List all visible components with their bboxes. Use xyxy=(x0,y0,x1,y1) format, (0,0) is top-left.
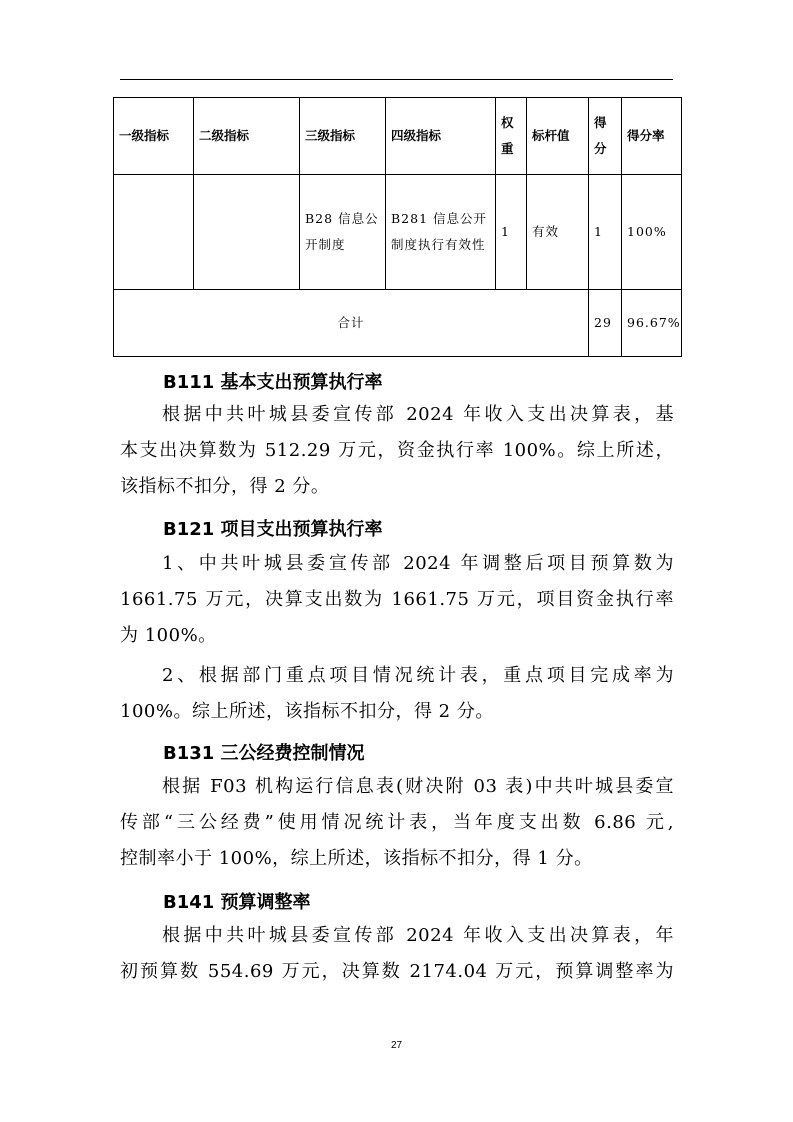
cell-level2 xyxy=(194,175,300,290)
header-rate: 得分率 xyxy=(622,98,682,175)
table-header-row xyxy=(114,98,682,175)
paragraph-line: 本支出决算数为 512.29 万元，资金执行率 100%。综上所述， xyxy=(120,440,674,461)
cell-level4: B281 信息公开制度执行有效性 xyxy=(386,175,496,290)
header-level2: 二级指标 xyxy=(194,98,300,175)
page-number: 27 xyxy=(390,1040,403,1051)
paragraph-line: 传部“三公经费”使用情况统计表，当年度支出数 6.86 元, xyxy=(120,812,674,833)
cell-level3: B28 信息公开制度 xyxy=(300,175,386,290)
paragraph-line: 该指标不扣分，得 2 分。 xyxy=(120,476,330,497)
paragraph-line: 100%。综上所述，该指标不扣分，得 2 分。 xyxy=(120,701,494,722)
cell-rate: 100% xyxy=(622,175,682,290)
paragraph-line: 初预算数 554.69 万元，决算数 2174.04 万元，预算调整率为 xyxy=(120,961,674,982)
cell-level1 xyxy=(114,175,194,290)
section-paragraph xyxy=(120,658,674,730)
paragraph-line: 2、根据部门重点项目情况统计表，重点项目完成率为 xyxy=(162,665,674,686)
cell-benchmark: 有效 xyxy=(527,175,589,290)
header-benchmark: 标杆值 xyxy=(527,98,589,175)
total-score: 29 xyxy=(589,290,622,357)
paragraph-line: 根据中共叶城县委宣传部 2024 年收入支出决算表，基 xyxy=(162,404,674,425)
table-row xyxy=(114,175,682,290)
cell-weight: 1 xyxy=(496,175,527,290)
paragraph-line: 1、中共叶城县委宣传部 2024 年调整后项目预算数为 xyxy=(162,553,674,574)
section-paragraph xyxy=(120,546,674,654)
header-weight: 权重 xyxy=(496,98,527,175)
header-rule xyxy=(120,79,673,80)
section-heading: B141 预算调整率 xyxy=(163,892,311,913)
total-label: 合计 xyxy=(114,290,589,357)
header-level1: 一级指标 xyxy=(114,98,194,175)
paragraph-line: 1661.75 万元，决算支出数为 1661.75 万元，项目资金执行率 xyxy=(120,589,674,610)
paragraph-line: 控制率小于 100%，综上所述，该指标不扣分，得 1 分。 xyxy=(120,848,593,869)
section-paragraph xyxy=(120,769,674,877)
section-heading: B131 三公经费控制情况 xyxy=(163,743,365,764)
header-level3: 三级指标 xyxy=(300,98,386,175)
header-level4: 四级指标 xyxy=(386,98,496,175)
table-total-row xyxy=(114,290,682,357)
section-paragraph xyxy=(120,918,674,990)
paragraph-line: 根据 F03 机构运行信息表(财决附 03 表)中共叶城县委宣 xyxy=(162,776,674,797)
section-heading: B121 项目支出预算执行率 xyxy=(163,519,383,540)
section-heading: B111 基本支出预算执行率 xyxy=(163,372,383,393)
evaluation-table xyxy=(113,97,682,357)
header-score: 得分 xyxy=(589,98,622,175)
cell-score: 1 xyxy=(589,175,622,290)
paragraph-line: 为 100%。 xyxy=(120,625,217,646)
section-paragraph xyxy=(120,397,674,505)
paragraph-line: 根据中共叶城县委宣传部 2024 年收入支出决算表，年 xyxy=(162,925,674,946)
total-rate: 96.67% xyxy=(622,290,682,357)
